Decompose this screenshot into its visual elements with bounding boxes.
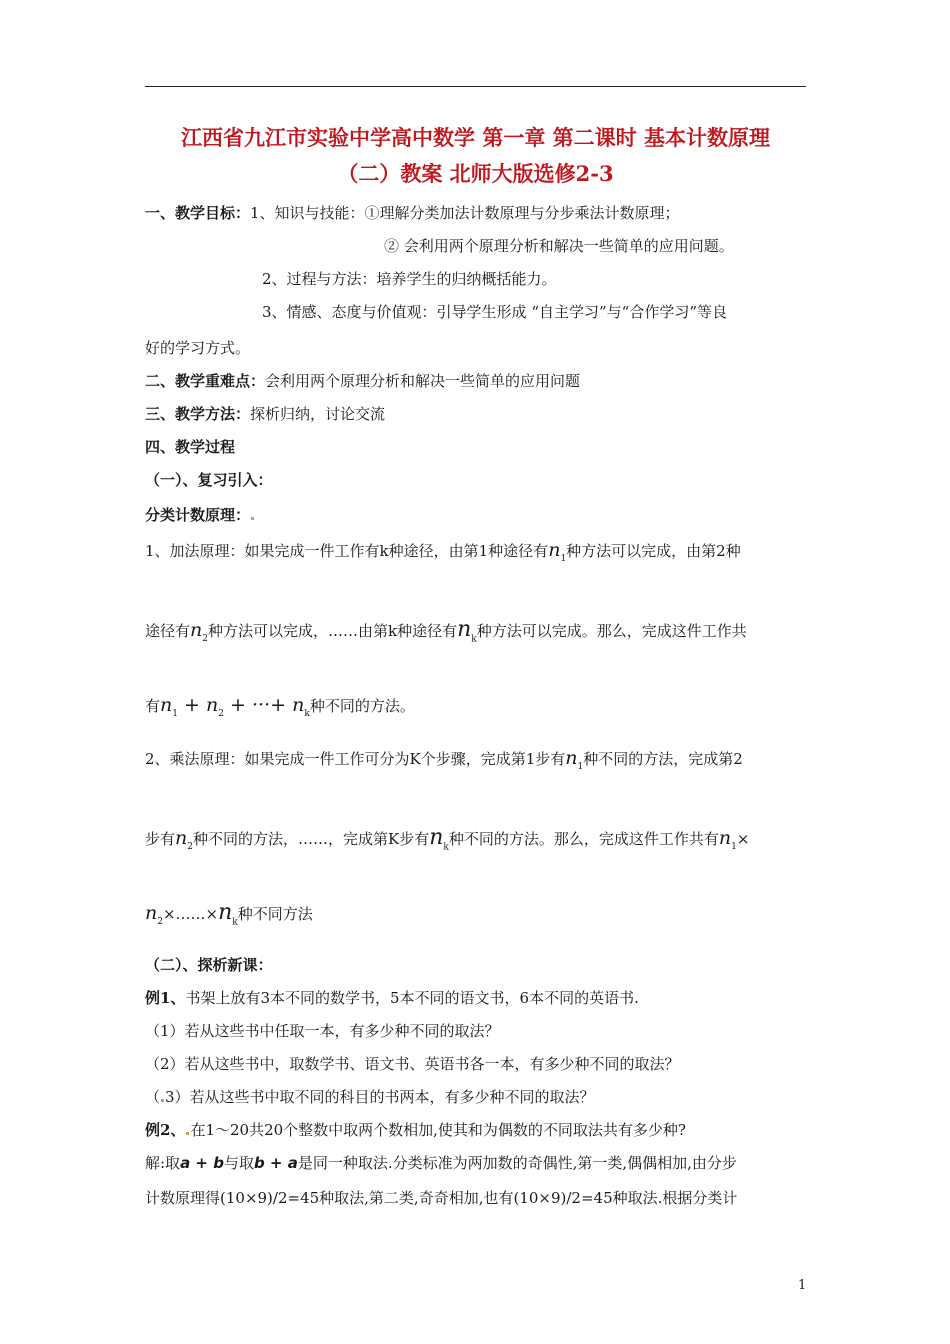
process-heading: 四、教学过程 [145, 438, 236, 456]
multiplication-text-e: 种不同的方法。那么，完成这件工作共有 [448, 830, 719, 848]
multiplication-line1 [145, 748, 743, 777]
keypoints-text: 会利用两个原理分析和解决一些简单的应用问题 [265, 372, 581, 390]
n1-symbol: $n_1$ [548, 539, 567, 564]
objectives-item1b: ② 会利用两个原理分析和解决一些简单的应用问题。 [384, 237, 734, 255]
addition-line3 [145, 695, 415, 724]
solution-text-b: 与取 [223, 1154, 254, 1172]
methods-heading: 三、教学方法： [145, 405, 251, 423]
objectives-item1: 1、知识与技能：①理解分类加法计数原理与分步乘法计数原理； [250, 204, 680, 222]
example1-q2: （2）若从这些书中，取数学书、语文书、英语书各一本，有多少种不同的取法？ [145, 1055, 680, 1073]
example1-q1: （1）若从这些书中任取一本，有多少种不同的取法？ [145, 1022, 500, 1040]
b-plus-a-formula: b + a [253, 1154, 298, 1172]
nk-symbol: $n_k$ [429, 825, 449, 853]
methods-line [145, 404, 385, 424]
review-heading: （一）、复习引入： [145, 471, 273, 489]
objectives-item3: 3、情感、态度与价值观：引导学生形成 “自主学习”与“合作学习”等良 [262, 303, 727, 321]
multiplication-line2 [145, 825, 750, 857]
multiplication-text-c: 步有 [145, 830, 176, 848]
times-chain: ×……× [162, 905, 219, 923]
mark-dot [161, 1099, 164, 1102]
multiplication-line3 [145, 900, 313, 932]
keypoints-line [145, 371, 580, 391]
n2-symbol: $n_2$ [145, 902, 163, 927]
n1-symbol: $n_1$ [718, 827, 737, 852]
sum-formula: $n_1 + n_2$ + ···+ $n_k$ [160, 694, 310, 719]
solution-line1 [145, 1153, 737, 1173]
doc-title-line1: 江西省九江市实验中学高中数学 第一章 第二课时 基本计数原理 [181, 125, 770, 150]
example1-q3-text: 3）若从这些书中取不同的科目的书两本，有多少种不同的取法？ [165, 1088, 595, 1106]
mark-dot [186, 1132, 189, 1135]
addition-text-c: 途径有 [145, 622, 191, 640]
addition-line1 [145, 540, 741, 569]
addition-text-d: 种方法可以完成，……由第k种途径有 [208, 622, 458, 640]
page-number: 1 [798, 1278, 807, 1293]
addition-text-g: 种不同的方法。 [309, 697, 415, 715]
header-rule [145, 86, 806, 87]
nk-symbol: $n_k$ [218, 900, 238, 928]
objectives-line1 [145, 203, 680, 223]
example1-label: 例1、 [145, 989, 186, 1007]
times-sign: × [736, 830, 750, 848]
n2-symbol: $n_2$ [175, 827, 193, 852]
mark-dot [251, 517, 254, 520]
example2-text: 在1～20共20个整数中取两个数相加,使其和为偶数的不同取法共有多少种? [190, 1121, 686, 1139]
addition-line2 [145, 617, 747, 649]
solution-text-c: 是同一种取法.分类标准为两加数的奇偶性,第一类,偶偶相加,由分步 [297, 1154, 737, 1172]
doc-title-line2: （二）教案 北师大版选修2-3 [337, 161, 614, 186]
example2-label: 例2、 [145, 1121, 186, 1139]
multiplication-text-b: 种不同的方法，完成第2 [583, 750, 743, 768]
methods-text: 探析归纳，讨论交流 [250, 405, 386, 423]
addition-text-b: 种方法可以完成，由第2种 [566, 542, 741, 560]
n2-symbol: $n_2$ [190, 619, 208, 644]
classify-heading: 分类计数原理： [145, 506, 251, 524]
objectives-heading: 一、教学目标： [145, 204, 251, 222]
a-plus-b-formula: a + b [180, 1154, 224, 1172]
example1-text: 书架上放有3本不同的数学书，5本不同的语文书，6本不同的英语书. [185, 989, 639, 1007]
addition-text-e: 种方法可以完成。那么，完成这件工作共 [476, 622, 747, 640]
example1-line [145, 988, 639, 1008]
example1-q3 [145, 1087, 595, 1107]
objectives-item2: 2、过程与方法：培养学生的归纳概括能力。 [262, 270, 557, 288]
multiplication-text-f: 种不同方法 [237, 905, 313, 923]
keypoints-heading: 二、教学重难点： [145, 372, 266, 390]
solution-line2: 计数原理得(10×9)/2=45种取法,第二类,奇奇相加,也有(10×9)/2=45种取法.根据分类计 [145, 1189, 738, 1207]
example2-line [145, 1120, 686, 1140]
example1-q3-paren: （ [145, 1088, 161, 1106]
classify-heading-line [145, 505, 255, 525]
solution-text-a: 解:取 [145, 1154, 181, 1172]
nk-symbol: $n_k$ [457, 617, 477, 645]
addition-text-f: 有 [145, 697, 161, 715]
objectives-item3b: 好的学习方式。 [145, 339, 251, 357]
addition-text-a: 1、加法原理：如果完成一件工作有k种途径，由第1种途径有 [145, 542, 549, 560]
n1-symbol: $n_1$ [565, 747, 584, 772]
multiplication-text-d: 种不同的方法，……，完成第K步有 [193, 830, 430, 848]
new-lesson-heading: （二）、探析新课： [145, 956, 273, 974]
multiplication-text-a: 2、乘法原理：如果完成一件工作可分为K个步骤，完成第1步有 [145, 750, 566, 768]
